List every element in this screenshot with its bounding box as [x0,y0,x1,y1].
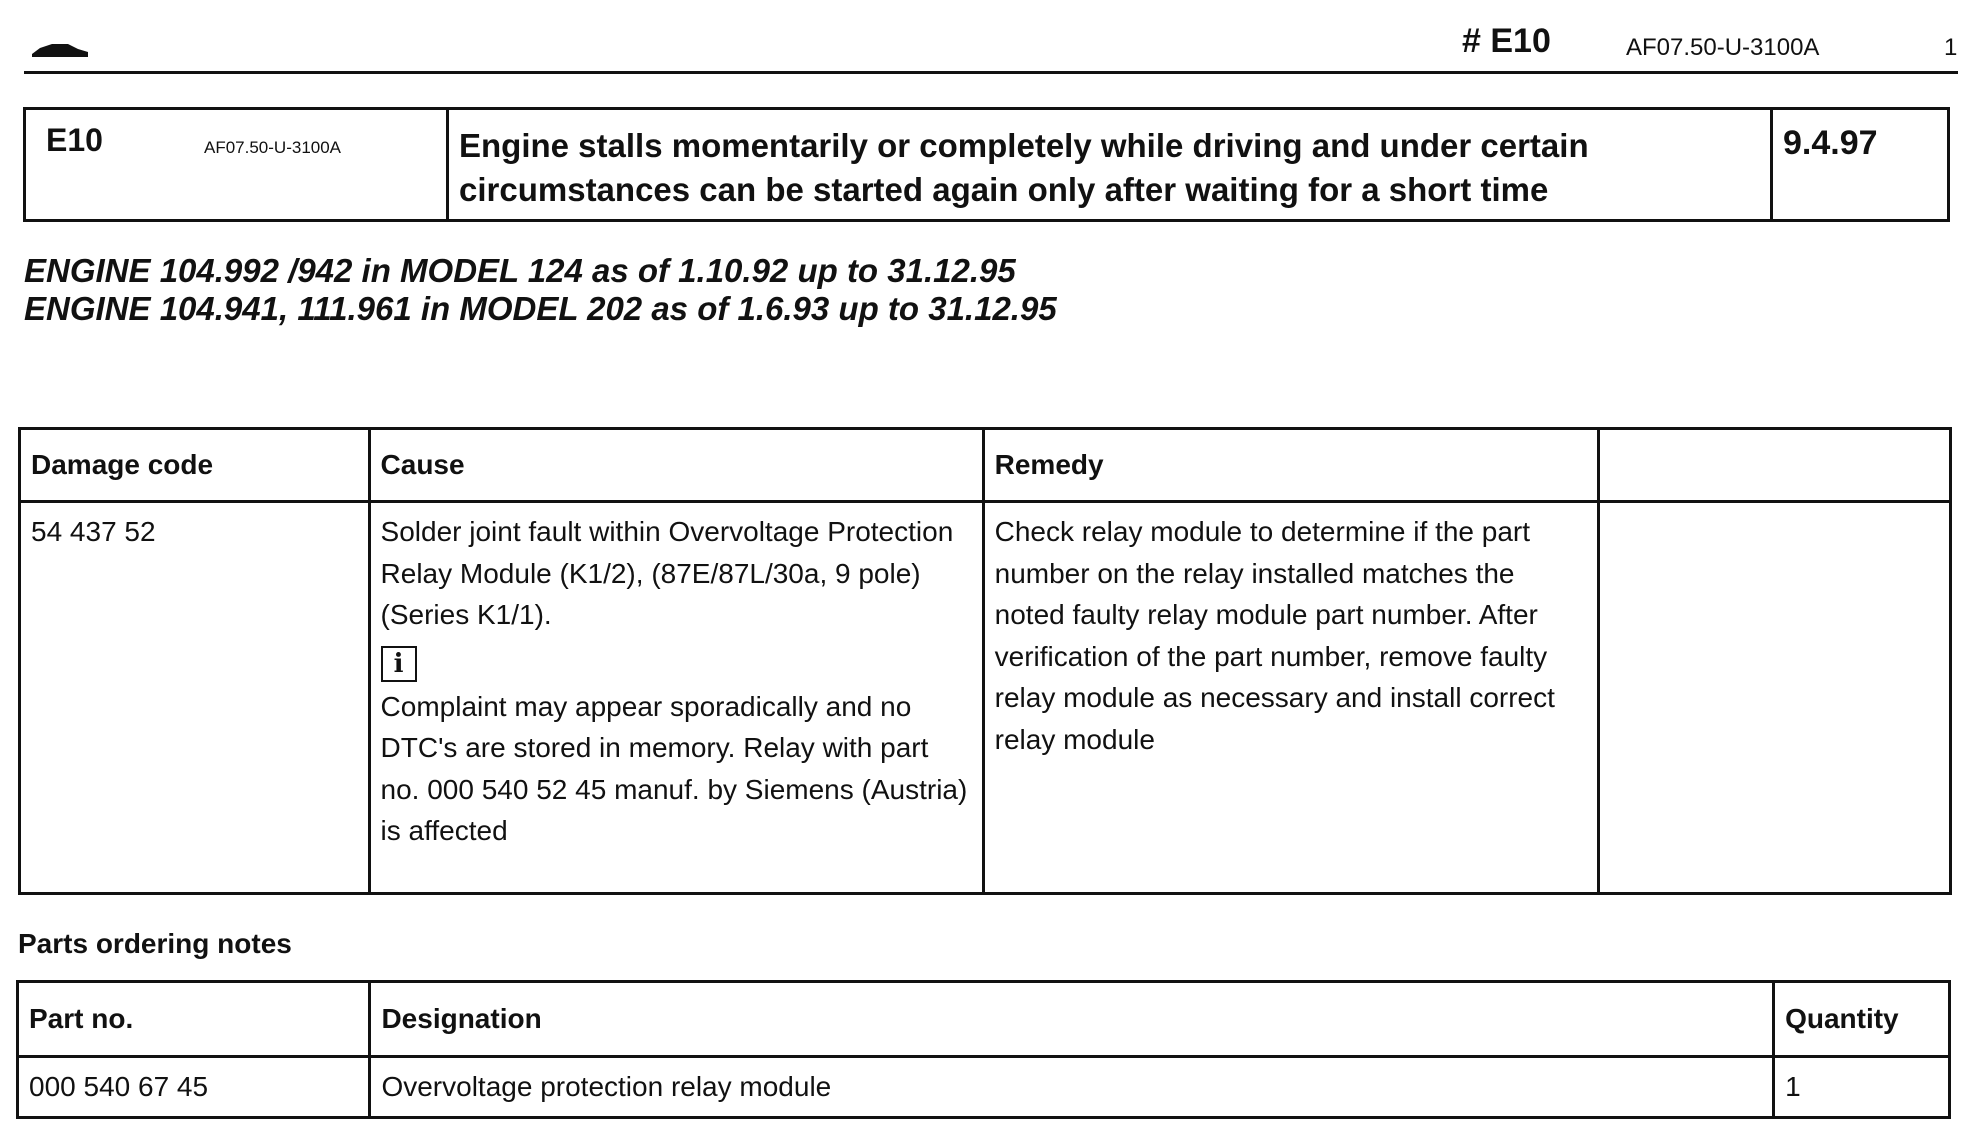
damage-table [18,427,1952,895]
damage-code-cell: 54 437 52 [20,502,370,894]
parts-ordering-heading: Parts ordering notes [18,928,292,959]
title-code: E10 [46,122,103,158]
quantity-cell: 1 [1774,1057,1950,1118]
damage-table-header [20,429,1951,502]
header-blank [1598,429,1950,502]
title-text: Engine stalls momentarily or completely while driving and under certain circumstances can be started again only after waiting for a short time [449,110,1773,219]
page-number: 1 [1944,34,1958,61]
header-rule [24,71,1958,74]
table-row [20,502,1951,894]
remedy-cell: Check relay module to determine if the part number on the relay installed matches the noted faulty relay module part number. After verification of the part number, remove faulty relay module as necessary and install correct relay module [983,502,1598,894]
header-code: # E10 [1462,22,1551,60]
part-no-cell: 000 540 67 45 [18,1057,370,1118]
cause-note: Complaint may appear sporadically and no DTC's are stored in memory. Relay with part no. 000 540 52 45 manuf. by Siemens (Austria) is affected [380,690,968,846]
engine-line: ENGINE 104.992 /942 in MODEL 124 as of 1.10.92 up to 31.12.95 [24,252,1016,289]
parts-table-header [18,982,1950,1057]
table-row [18,1057,1950,1118]
info-icon: i [381,646,417,682]
engine-line: ENGINE 104.941, 111.961 in MODEL 202 as of 1.6.93 up to 31.12.95 [24,290,1057,327]
cause-cell [369,502,983,894]
title-date: 9.4.97 [1783,124,1878,162]
page-header [24,14,1958,74]
blank-cell [1598,502,1950,894]
header-remedy: Remedy [983,429,1598,502]
parts-table [16,980,1951,1119]
header-cause: Cause [369,429,983,502]
header-reference: AF07.50-U-3100A [1626,34,1820,61]
designation-cell: Overvoltage protection relay module [370,1057,1774,1118]
header-quantity: Quantity [1774,982,1950,1057]
engine-applicability [24,252,1057,328]
header-damage-code: Damage code [20,429,370,502]
title-reference: AF07.50-U-3100A [204,138,342,157]
header-part-no: Part no. [18,982,370,1057]
car-icon [30,36,90,62]
title-box [23,107,1950,222]
header-designation: Designation [370,982,1774,1057]
title-code-cell [26,110,449,219]
cause-text: Solder joint fault within Overvoltage Protection Relay Module (K1/2), (87E/87L/30a, 9 pole) (Series K1/1). [380,516,954,630]
